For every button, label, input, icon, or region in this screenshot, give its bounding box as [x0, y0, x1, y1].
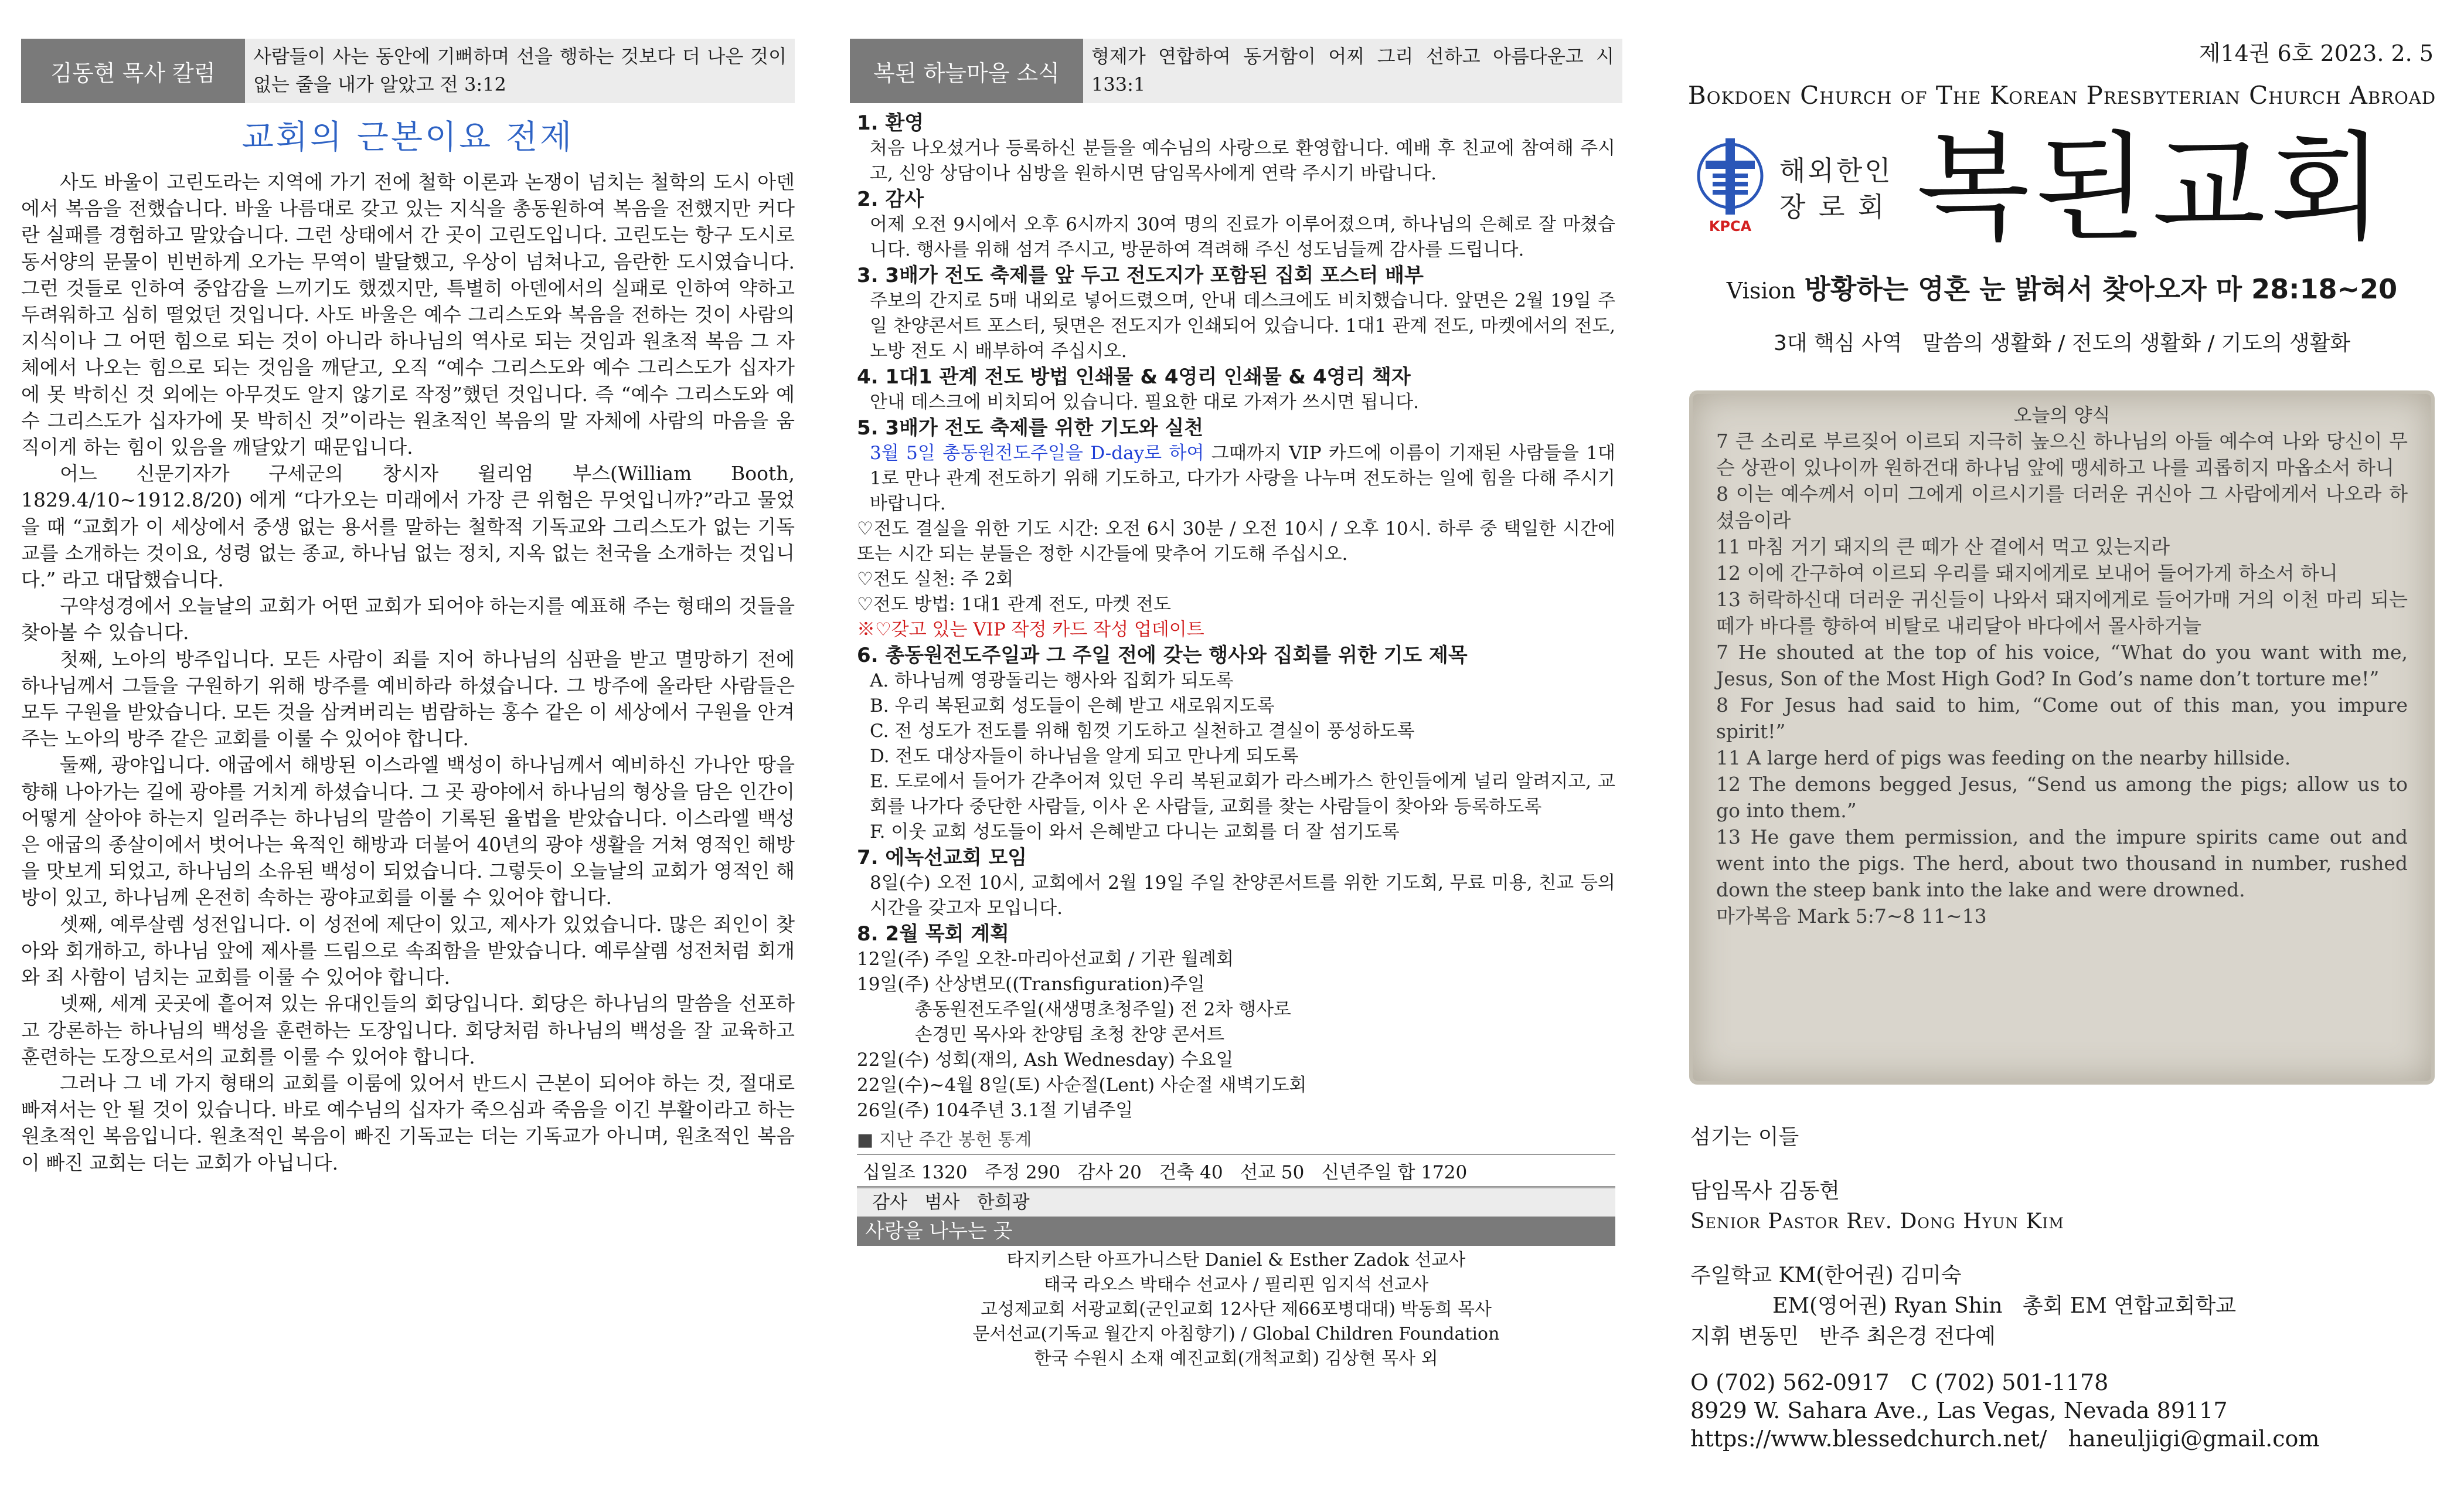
essay-paragraph: 첫째, 노아의 방주입니다. 모든 사람이 죄를 지어 하나님의 심판을 받고 멸망하기 전에 하나님께서 그들을 구원하기 위해 방주를 예비하라 하셨습니다. 그 방주에 올라탄 사람들은 모두 구원을 받았습니다. 모든 것을 삼켜버리는 범람하는 홍수 같은 이 세상에서 구원을 안겨주는 노아의 방주 같은 교회를 이룰 수 있어야 합니다. — [21, 647, 795, 750]
vision-label: Vision — [1726, 278, 1796, 304]
vision-text: 방황하는 영혼 눈 밝혀서 찾아오자 마 28:18~20 — [1804, 273, 2398, 305]
senior-pastor-en: Senior Pastor Rev. Dong Hyun Kim — [1690, 1209, 2064, 1234]
verse: 7 He shouted at the top of his voice, “What do you want with me, Jesus, Son of the Most High God? In God’s name don’t torture me!” — [1716, 641, 2408, 690]
verse: 13 He gave them permission, and the impure spirits came out and went into the pigs. The herd, about two thousand in number, rushed down the steep bank into the lake and were drowned. — [1716, 825, 2408, 901]
kpca-logo-icon — [1695, 130, 1765, 247]
prayer-times: ♡전도 결실을 위한 기도 시간: 오전 6시 30분 / 오전 10시 / 오후 10시. 하루 중 택일한 시간에 또는 시간 되는 분들은 정한 시간들에 맞추어 기도해 주십시오. — [857, 518, 1615, 565]
prayer-item: C. 전 성도가 전도를 위해 힘껏 기도하고 실천하고 결실이 풍성하도록 — [870, 721, 1415, 742]
column-header — [21, 39, 795, 103]
news-heading: 3. 3배가 전도 축제를 앞 두고 전도지가 포함된 집회 포스터 배부 — [857, 264, 1424, 287]
sunday-school-km: 주일학교 KM(한어권) 김미숙 — [1690, 1263, 1962, 1287]
prayer-item: F. 이웃 교회 성도들이 와서 은혜받고 다니는 교회를 더 잘 섬기도록 — [870, 821, 1400, 842]
issue-number: 제14권 6호 2023. 2. 5 — [2198, 40, 2434, 66]
verse: 12 이에 간구하여 이르되 우리를 돼지에게로 보내어 들어가게 하소서 하니 — [1716, 562, 2338, 585]
column-pastor-essay — [21, 39, 795, 1481]
news-text: 처음 나오셨거나 등록하신 분들을 예수님의 사랑으로 환영합니다. 예배 후 친교에 참여해 주시고, 신앙 상담이나 심방을 원하시면 담임목사에게 연락 주시기 바랍니다. — [870, 138, 1615, 184]
verse: 8 For Jesus had said to him, “Come out of this man, you impure spirit!” — [1716, 694, 2408, 743]
church-name: 복된교회 — [1916, 120, 2388, 257]
daily-bread-title: 오늘의 양식 — [2013, 404, 2111, 426]
essay-title: 교회의 근본이요 전제 — [241, 118, 574, 157]
staff-list — [1681, 1122, 2443, 1352]
brand-subtitle: 해외한인 장 로 회 — [1779, 155, 1893, 223]
mission-item: 타지키스탄 아프가니스탄 Daniel & Esther Zadok 선교사 — [1006, 1250, 1466, 1270]
evangelism-method: ♡전도 방법: 1대1 관계 전도, 마켓 전도 — [857, 594, 1171, 615]
essay-paragraph: 셋째, 예루살렘 성전입니다. 이 성전에 제단이 있고, 제사가 있었습니다. 많은 죄인이 찾아와 회개하고, 하나님 앞에 제사를 드림으로 속죄함을 받았습니다. 예루살렘 성전처럼 회개와 죄 사함이 넘치는 교회를 이룰 수 있어야 합니다. — [21, 912, 795, 989]
scripture-quote: 사람들이 사는 동안에 기뻐하며 선을 행하는 것보다 더 나은 것이 없는 줄을 내가 알았고 전 3:12 — [245, 39, 795, 103]
essay-paragraph: 구약성경에서 오늘날의 교회가 어떤 교회가 되어야 하는지를 예표해 주는 형태의 것들을 찾아볼 수 있습니다. — [21, 594, 795, 644]
news-text: 8일(수) 오전 10시, 교회에서 2월 19일 주일 찬양콘서트를 위한 기도회, 무료 미용, 친교 등의 시간을 갖고자 모입니다. — [870, 872, 1615, 919]
schedule-row: 12일(주) 주일 오찬-마리아선교회 / 기관 월례회 — [857, 949, 1234, 970]
essay-paragraph: 그러나 그 네 가지 형태의 교회를 이룸에 있어서 반드시 근본이 되어야 하는 것, 절대로 빠져서는 안 될 것이 있습니다. 바로 예수님의 십자가 죽으심과 죽음을 이긴 부활이라고 하는 원초적인 복음입니다. 원초적인 복음이 빠진 기독교는 더는 기독교가 아니며, 원초적인 복음이 빠진 교회는 더는 교회가 아닙니다. — [21, 1071, 795, 1174]
news-heading: 2. 감사 — [857, 188, 924, 211]
essay-paragraph: 넷째, 세계 곳곳에 흩어져 있는 유대인들의 회당입니다. 회당은 하나님의 말씀을 선포하고 강론하는 하나님의 백성을 훈련하는 도장입니다. 회당처럼 하나님의 백성을 잘 교육하고 훈련하는 도장으로서의 교회를 이룰 수 있어야 합니다. — [21, 992, 795, 1068]
contact-info — [1681, 1368, 2443, 1453]
news-list — [850, 103, 1622, 1371]
mission-item: 한국 수원시 소재 예진교회(개척교회) 김상현 목사 외 — [1034, 1348, 1438, 1369]
offering-stats-title: ■ 지난 주간 봉헌 통계 — [857, 1130, 1032, 1150]
daily-bread-box — [1689, 390, 2435, 1085]
schedule-row: 22일(수) 성회(재의, Ash Wednesday) 수요일 — [857, 1049, 1234, 1071]
vision-statement — [1681, 268, 2443, 307]
prayer-item: D. 전도 대상자들이 하나님을 알게 되고 만나게 되도록 — [870, 746, 1299, 767]
verse: 8 이는 예수께서 이미 그에게 이르시기를 더러운 귀신아 그 사람에게서 나오라 하셨음이라 — [1716, 483, 2408, 532]
prayer-item: B. 우리 복된교회 성도들이 은혜 받고 새로워지도록 — [870, 695, 1275, 716]
mission-item: 문서선교(기독교 월간지 아침향기) / Global Children Foundation — [972, 1324, 1500, 1344]
news-text-cont: 그때까지 VIP 카드에 이름이 기재된 사람들을 1대 1로 만나 관계 전도하기 위해 기도하고, 다가가 사랑을 나누며 전도하는 일에 힘을 다해 주시기 바랍니다. — [870, 443, 1615, 514]
column-church-news — [850, 39, 1622, 1481]
sunday-school-em: EM(영어권) Ryan Shin 총회 EM 연합교회학교 — [1772, 1294, 2237, 1318]
verse-reference: 마가복음 Mark 5:7~8 11~13 — [1716, 905, 1987, 927]
senior-pastor: 담임목사 김동현 — [1690, 1179, 1840, 1203]
logo-text: KPCA — [1709, 218, 1752, 235]
offering-stats-thanks: 감사 범사 한희광 — [857, 1187, 1615, 1217]
schedule-row: 19일(주) 산상변모((Transfiguration)주일 — [857, 974, 1205, 995]
offering-stats-row: 십일조 1320 주정 290 감사 20 건축 40 선교 50 신년주일 합 1720 — [857, 1154, 1615, 1187]
news-text — [857, 441, 1615, 517]
missions-list — [857, 1248, 1615, 1371]
news-heading: 8. 2월 목회 계획 — [857, 922, 1009, 946]
essay-paragraph: 사도 바울이 고린도라는 지역에 가기 전에 철학 이론과 논쟁이 넘치는 철학의 도시 아덴에서 복음을 전했습니다. 바울 나름대로 갖고 있는 지식을 총동원하여 복음을 전했지만 커다란 실패를 경험하고 말았습니다. 그런 상태에서 간 곳이 고린도입니다. 고린도는 항구 도시로 동서양의 문물이 빈번하게 오가는 무역이 발달했고, 우상이 넘쳐나고, 음란한 도시였습니다. 그런 것들로 인하여 중압감을 느끼기도 했겠지만, 특별히 아덴에서의 실패로 인하여 약하고 두려워하고 심히 떨었던 것입니다. 사도 바울은 예수 그리스도와 복음을 전하는 것이 사람의 지식이나 그 어떤 힘으로 되는 것이 아니라 하나님의 역사로 되는 것임과 원초적 복음 그 자체에서 나오는 힘으로 되는 것임을 깨닫고, 오직 “예수 그리스도와 예수 그리스도가 십자가에 못 박히신 것 외에는 아무것도 알지 않기로 작정”했던 것입니다. 즉 “예수 그리스도와 예수 그리스도가 십자가에 못 박히신 것”이라는 원초적인 복음의 말 자체에 사람의 마음을 움직이게 하는 힘이 있음을 깨달았기 때문입니다. — [21, 171, 795, 459]
scripture-quote: 형제가 연합하여 동거함이 어찌 그리 선하고 아름다운고 시 133:1 — [1083, 39, 1622, 103]
schedule-row: 22일(수)~4월 8일(토) 사순절(Lent) 사순절 새벽기도회 — [857, 1075, 1307, 1096]
schedule-row: 손경민 목사와 찬양팀 초청 찬양 콘서트 — [914, 1024, 1224, 1045]
essay-paragraph: 어느 신문기자가 구세군의 창시자 윌리엄 부스(William Booth, 1829.4/10~1912.8/20) 에게 “다가오는 미래에서 가장 큰 위험은 무엇입니까?”라고 물었을 때 “교회가 이 세상에서 중생 없는 용서를 말하는 철학적 기독교와 그리스도가 없는 기독교를 소개하는 것이요, 성령 없는 종교, 하나님 없는 정치, 지옥 없는 천국을 소개하는 것입니다.” 라고 대답했습니다. — [21, 462, 795, 592]
schedule-row: 총동원전도주일(새생명초청주일) 전 2차 행사로 — [914, 999, 1291, 1020]
evangelism-practice: ♡전도 실천: 주 2회 — [857, 569, 1014, 590]
schedule-row: 26일(주) 104주년 3.1절 기념주일 — [857, 1100, 1134, 1121]
masthead-brand — [1681, 115, 2443, 262]
essay-paragraph: 둘째, 광야입니다. 애굽에서 해방된 이스라엘 백성이 하나님께서 예비하신 가나안 땅을 향해 나아가는 길에 광야를 거치게 하셨습니다. 그 곳 광야에서 하나님의 형상을 담은 인간이 어떻게 살아야 하는지 일러주는 하나님의 말씀이 기록된 율법을 받았습니다. 이스라엘 백성은 애굽의 종살이에서 벗어나는 육적인 해방과 더불어 40년의 광야 생활을 거쳐 영적인 해방을 맛보게 되었고, 하나님의 소유된 백성이 되었습니다. 그렇듯이 오늘날의 교회가 영적인 해방이 있고, 하나님께 온전히 속하는 광야교회를 이룰 수 있어야 합니다. — [21, 753, 795, 909]
news-heading: 7. 에녹선교회 모임 — [857, 846, 1027, 869]
news-heading: 5. 3배가 전도 축제를 위한 기도와 실천 — [857, 416, 1204, 440]
verse: 11 A large herd of pigs was feeding on the nearby hillside. — [1716, 746, 2291, 769]
section-tag: 김동현 목사 칼럼 — [21, 39, 245, 103]
staff-title: 섬기는 이들 — [1690, 1125, 1799, 1149]
column-masthead — [1681, 39, 2443, 1481]
church-english-name: Bokdoen Church of The Korean Presbyterian Church Abroad — [1687, 81, 2436, 110]
phone-numbers: O (702) 562-0917 C (702) 501-1178 — [1690, 1370, 2109, 1395]
news-heading: 1. 환영 — [857, 111, 924, 135]
mission-item: 태국 라오스 박태수 선교사 / 필리핀 임지석 선교사 — [1043, 1275, 1429, 1295]
news-heading: 4. 1대1 관계 전도 방법 인쇄물 & 4영리 인쇄물 & 4영리 책자 — [857, 365, 1411, 389]
essay-body — [21, 169, 795, 1176]
verse: 7 큰 소리로 부르짖어 이르되 지극히 높으신 하나님의 아들 예수여 나와 당신이 무슨 상관이 있나이까 원하건대 하나님 앞에 맹세하고 나를 괴롭히지 마옵소서 하니 — [1716, 430, 2408, 479]
verse: 11 마침 거기 돼지의 큰 떼가 산 곁에서 먹고 있는지라 — [1716, 535, 2170, 558]
news-text: 주보의 간지로 5매 내외로 넣어드렸으며, 안내 데스크에도 비치했습니다. 앞면은 2월 19일 주일 찬양콘서트 포스터, 뒷면은 전도지가 인쇄되어 있습니다. 1대1 관계 전도, 마켓에서의 전도, 노방 전도 시 배부하여 주십시오. — [870, 290, 1615, 362]
schedule-list — [857, 947, 1615, 1123]
news-text: 안내 데스크에 비치되어 있습니다. 필요한 대로 가져가 쓰시면 됩니다. — [870, 392, 1420, 413]
highlight-dday: 3월 5일 총동원전도주일을 D-day로 하여 — [870, 443, 1204, 464]
news-text: 어제 오전 9시에서 오후 6시까지 30여 명의 진료가 이루어졌으며, 하나님의 은혜로 잘 마쳤습니다. 행사를 위해 섬겨 주시고, 방문하여 격려해 주신 성도님들께 감사를 드립니다. — [870, 214, 1615, 260]
address: 8929 W. Sahara Ave., Las Vegas, Nevada 89117 — [1690, 1398, 2228, 1423]
verse: 13 허락하신대 더러운 귀신들이 나와서 돼지에게로 들어가매 거의 이천 마리 되는 떼가 바다를 향하여 비탈로 내리달아 바다에서 몰사하거늘 — [1716, 588, 2408, 637]
column-header — [850, 39, 1622, 103]
offering-stats-table — [857, 1154, 1615, 1187]
mission-item: 고성제교회 서광교회(군인교회 12사단 제66포병대대) 박동희 목사 — [981, 1299, 1492, 1320]
vip-card-notice: ※♡갖고 있는 VIP 작정 카드 작성 업데이트 — [857, 619, 1204, 640]
missions-header: 사랑을 나누는 곳 — [857, 1217, 1615, 1246]
section-tag: 복된 하늘마을 소식 — [850, 39, 1083, 103]
music-leaders: 지휘 변동민 반주 최은경 전다예 — [1690, 1324, 1996, 1348]
core-ministries: 3대 핵심 사역 말씀의 생활화 / 전도의 생활화 / 기도의 생활화 — [1773, 331, 2351, 355]
prayer-item: A. 하나님께 영광돌리는 행사와 집회가 되도록 — [870, 670, 1234, 691]
website-email[interactable]: https://www.blessedchurch.net/ haneuljigi@gmail.com — [1690, 1426, 2320, 1452]
prayer-item: E. 도로에서 들어가 갇추어져 있던 우리 복된교회가 라스베가스 한인들에게 널리 알려지고, 교회를 나가다 중단한 사람들, 이사 온 사람들, 교회를 찾는 사람들이 찾아와 등록하도록 — [870, 771, 1615, 817]
news-heading: 6. 총동원전도주일과 그 주일 전에 갖는 행사와 집회를 위한 기도 제목 — [857, 644, 1468, 667]
verse: 12 The demons begged Jesus, “Send us among the pigs; allow us to go into them.” — [1716, 773, 2408, 822]
